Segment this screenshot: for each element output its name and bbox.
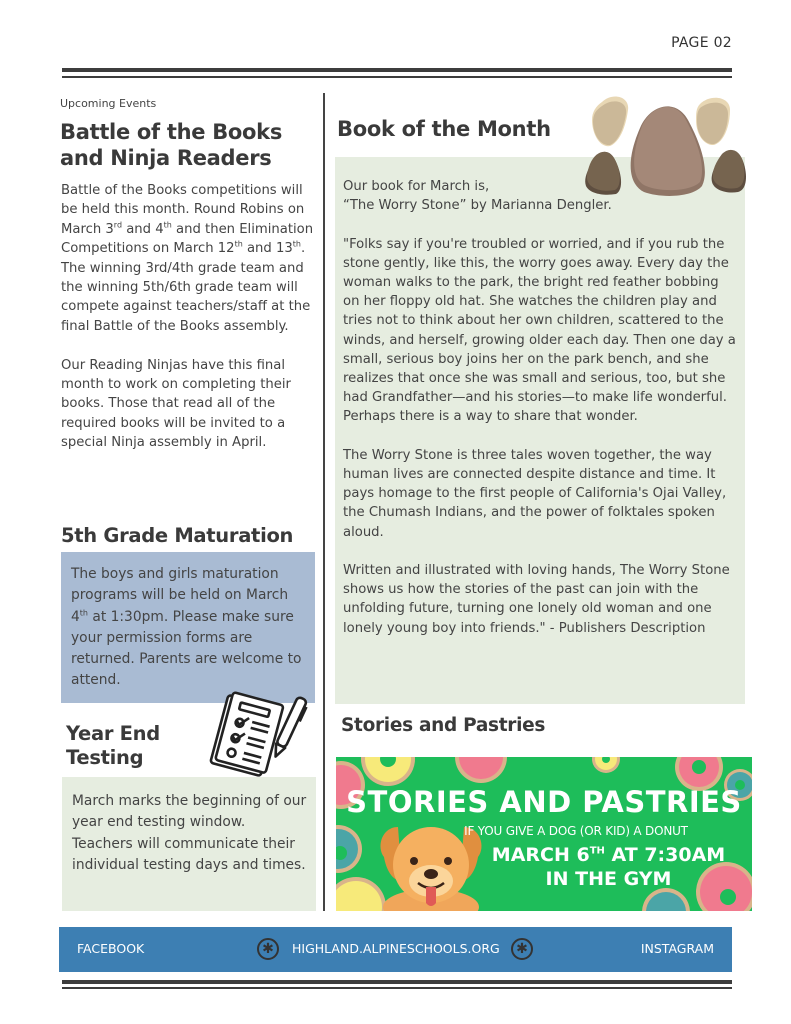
footer-bar: [59, 927, 732, 972]
website-link[interactable]: HIGHLAND.ALPINESCHOOLS.ORG: [292, 941, 500, 956]
banner-subtitle: IF YOU GIVE A DOG (OR KID) A DONUT: [464, 824, 688, 838]
facebook-link[interactable]: FACEBOOK: [77, 941, 145, 956]
book-of-month-heading: Book of the Month: [337, 117, 551, 141]
stories-pastries-banner: [336, 757, 752, 911]
battle-heading: Battle of the Books and Ninja Readers: [60, 120, 283, 170]
battle-paragraph-2: Our Reading Ninjas have this final month to work on completing their books. Those that read all of the required books will be invited to a special Ninja assembly in April.: [61, 357, 291, 451]
column-divider: [323, 93, 325, 911]
battle-paragraph-1: Battle of the Books competitions will be held this month. Round Robins on March 3rd and 4th and then Elimination Competitions on March 12th and 13th. The winning 3rd/4th grade team and the winning 5th/6th grade team will compete against teachers/staff at the final Battle of the Books assembly.: [61, 183, 314, 334]
stones-illustration: [580, 90, 752, 200]
banner-date-location: MARCH 6TH AT 7:30AM IN THE GYM: [491, 844, 726, 890]
testing-box: March marks the beginning of our year end testing window. Teachers will communicate their individual testing days and times.: [62, 777, 316, 911]
footer-rule-thick: [62, 980, 732, 984]
maturation-box: The boys and girls maturation programs will be held on March 4th at 1:30pm. Please make sure your permission forms are returned. Parents are welcome to attend.: [61, 552, 315, 703]
asterisk-circle-icon: ✱: [511, 938, 533, 960]
footer-rule-thin: [62, 987, 732, 989]
page-number: PAGE 02: [671, 35, 732, 51]
header-rule-thin: [62, 76, 732, 78]
stories-pastries-heading: Stories and Pastries: [341, 715, 546, 736]
banner-headline: STORIES AND PASTRIES: [346, 785, 742, 819]
book-paragraph-2: The Worry Stone is three tales woven together, the way human lives are connected despite distance and time. It pays homage to the first people of California's Ojai Valley, the Chumash Indians, and the power of folktales spoken aloud.: [343, 447, 727, 540]
book-paragraph-3: Written and illustrated with loving hands, The Worry Stone shows us how the stories of the past can join with the unfolding future, turning one lonely old woman and one lonely young boy into friends." - Publishers Description: [343, 563, 730, 636]
battle-body: [61, 181, 319, 453]
checklist-clipboard-icon: [200, 688, 310, 788]
book-intro: Our book for March is, “The Worry Stone” by Marianna Dengler.: [343, 179, 612, 214]
book-box: [335, 157, 745, 704]
testing-heading: Year End Testing: [66, 722, 160, 769]
book-paragraph-1: "Folks say if you're troubled or worried, and if you rub the stone gently, like this, the worry goes away. Every day the woman walks to the park, the bright red feather bobbing on her floppy old hat. She watches the children play and tries not to think about her own children, scattered to the winds, and herself, growing older each day. Then one day a small, serious boy joins her on the park bench, and she realizes that once she was small and serious, too, but she had Grandfather—and his stories—to make life wonderful. Perhaps there is a way to share that wonder.: [343, 236, 736, 425]
maturation-heading: 5th Grade Maturation: [61, 524, 294, 547]
header-rule-thick: [62, 68, 732, 72]
instagram-link[interactable]: INSTAGRAM: [640, 941, 714, 956]
asterisk-circle-icon: ✱: [257, 938, 279, 960]
section-eyebrow: Upcoming Events: [60, 97, 157, 110]
